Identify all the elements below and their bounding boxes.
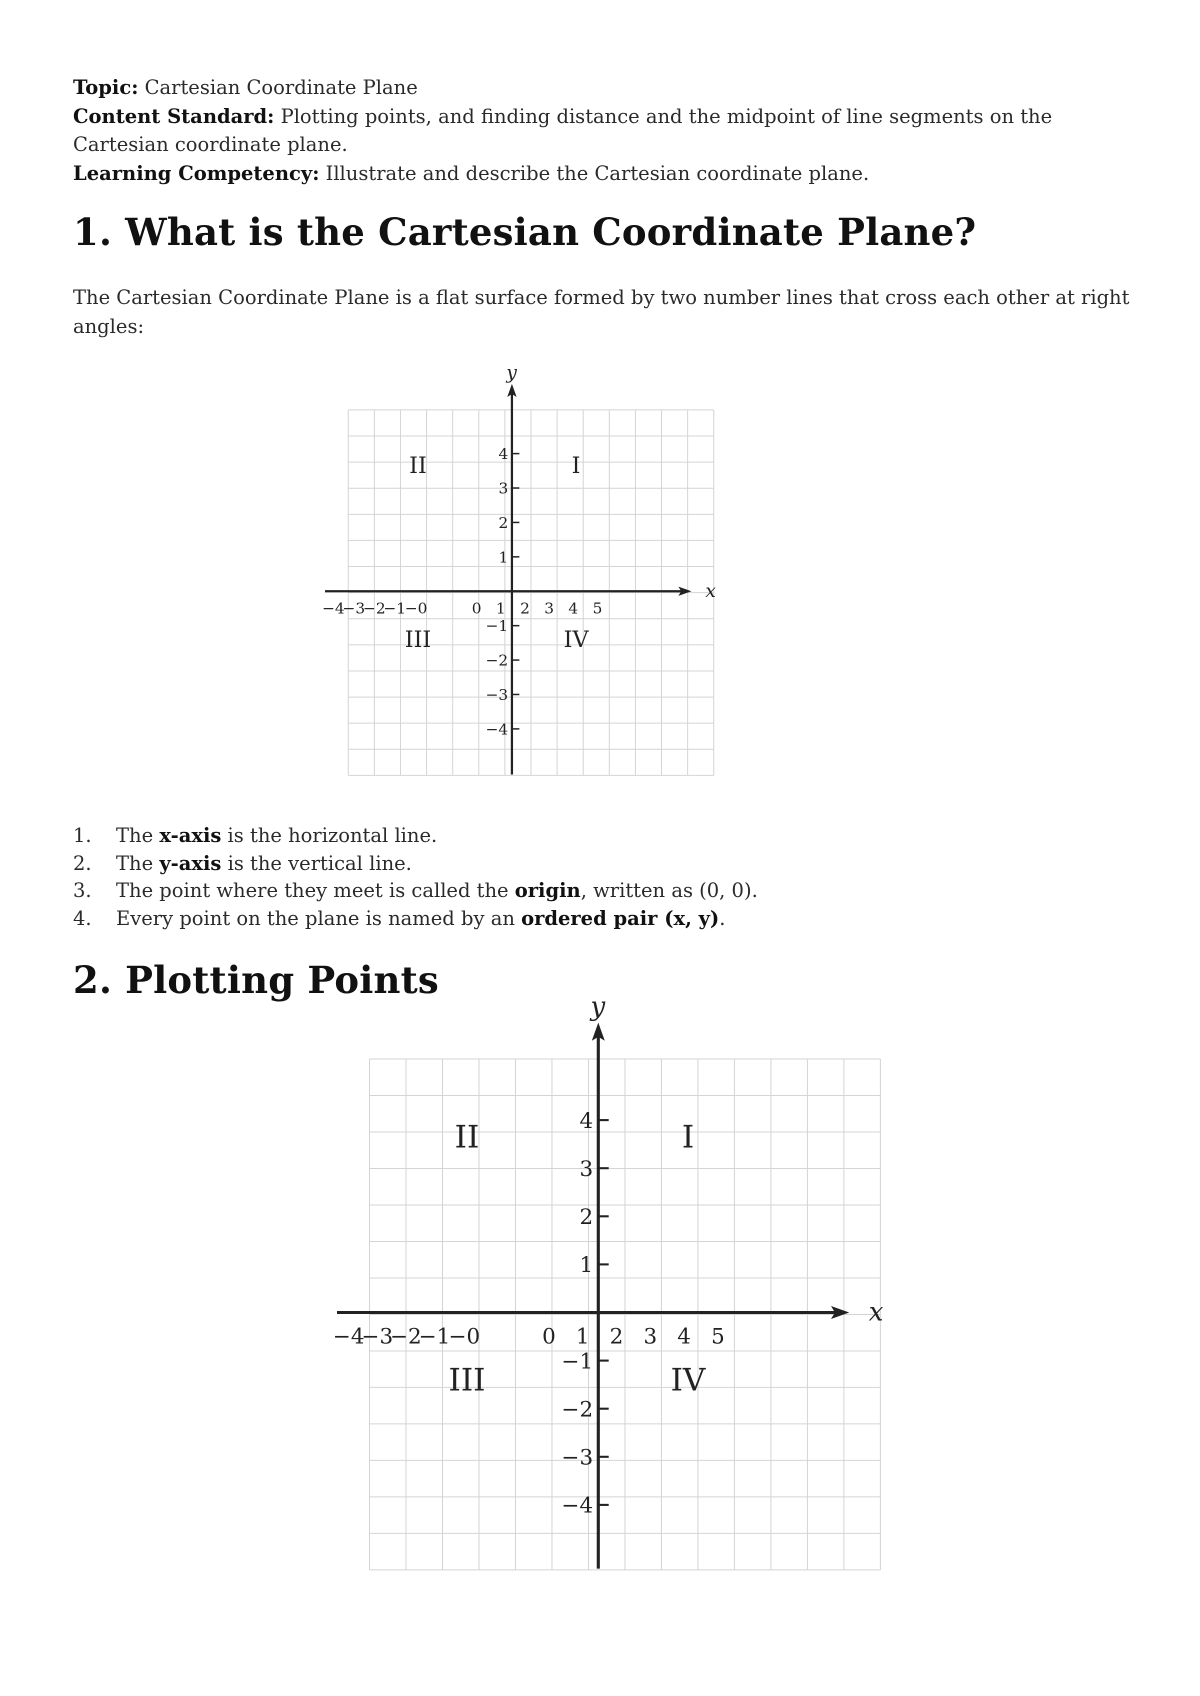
content-standard-label: Content Standard:	[73, 104, 275, 128]
x-tick-label: 2	[609, 1324, 624, 1350]
y-tick-label: −4	[561, 1493, 594, 1519]
list-text: is the horizontal line.	[221, 824, 438, 847]
axis-facts-list	[73, 822, 758, 932]
list-item	[73, 850, 758, 878]
y-tick-label: −1	[561, 1349, 594, 1375]
quadrant-label-I: I	[681, 1119, 695, 1156]
y-tick-label: −3	[485, 686, 509, 705]
x-tick-label: 5	[711, 1324, 725, 1350]
x-tick-label: 5	[592, 599, 603, 618]
x-tick-label: −2	[362, 599, 386, 618]
x-tick-label: −4	[332, 1324, 365, 1350]
y-tick-label: 3	[579, 1157, 594, 1182]
quadrant-label-II: II	[454, 1119, 480, 1156]
y-tick-label: 4	[579, 1108, 594, 1134]
list-text: , written as (0, 0).	[580, 879, 758, 902]
x-tick-label: 3	[643, 1324, 658, 1350]
list-bold-term: origin	[514, 879, 581, 902]
y-tick-label: −2	[485, 651, 509, 670]
list-text: .	[719, 906, 726, 930]
content-standard-line	[73, 103, 1143, 160]
x-tick-label: 1	[575, 1324, 590, 1350]
x-tick-label: −0	[448, 1324, 481, 1350]
x-tick-label: 4	[568, 599, 579, 618]
list-bold-term: y-axis	[159, 851, 222, 875]
list-text: The point where they meet is called the	[116, 879, 515, 902]
x-axis-label: x	[705, 580, 716, 602]
list-item	[73, 822, 758, 850]
section2-heading: 2. Plotting Points	[73, 958, 439, 1002]
grid	[348, 410, 713, 775]
x-tick-label: 0	[471, 599, 482, 618]
y-tick-label: 4	[498, 445, 509, 464]
quadrant-label-IV: IV	[563, 627, 589, 654]
x-tick-label: −3	[361, 1324, 394, 1350]
quadrant-label-III: III	[448, 1362, 486, 1399]
quadrant-label-III: III	[404, 627, 432, 654]
x-tick-label: −1	[383, 599, 407, 618]
content-standard-value: Plotting points, and finding distance and the midpoint of line segments on the Cartesian coordinate plane.	[73, 104, 1053, 156]
axes	[337, 1023, 849, 1569]
y-tick-label: 1	[498, 548, 509, 567]
lesson-meta	[73, 74, 1143, 188]
list-bold-term: x-axis	[159, 824, 222, 847]
y-tick-label: 1	[579, 1253, 594, 1279]
y-tick-label: −3	[561, 1445, 594, 1471]
quadrant-label-IV: IV	[670, 1362, 706, 1399]
y-tick-label: −1	[485, 617, 509, 636]
y-axis-label: y	[590, 991, 606, 1022]
list-number: 3.	[73, 879, 92, 902]
y-tick-label: 2	[579, 1205, 594, 1231]
topic-line	[73, 74, 1143, 103]
axes	[325, 384, 691, 775]
list-text: Every point on the plane is named by an	[116, 906, 522, 930]
x-tick-label: 0	[542, 1324, 556, 1350]
quadrant-label-I: I	[571, 453, 581, 480]
list-item	[73, 877, 758, 905]
x-tick-label: 2	[520, 599, 530, 618]
x-tick-label: −0	[404, 599, 428, 618]
x-tick-label: −4	[322, 599, 345, 618]
y-tick-label: 3	[498, 479, 509, 498]
x-axis-label: x	[868, 1297, 884, 1328]
topic-label: Topic:	[73, 76, 139, 99]
section1-heading: 1. What is the Cartesian Coordinate Plane?	[73, 210, 977, 254]
list-text: The	[116, 824, 160, 847]
y-axis-label: y	[506, 362, 517, 384]
learning-competency-label: Learning Competency:	[73, 161, 320, 185]
x-tick-label: −2	[390, 1324, 422, 1350]
y-tick-label: −2	[561, 1397, 594, 1423]
x-tick-label: −1	[418, 1324, 451, 1350]
x-tick-label: 1	[495, 599, 506, 618]
list-text: is the vertical line.	[221, 851, 412, 875]
list-text: The	[116, 851, 160, 875]
section1-intro: The Cartesian Coordinate Plane is a flat surface formed by two number lines that cross each other at right angles:	[73, 286, 1130, 338]
x-tick-label: 4	[677, 1324, 691, 1350]
x-tick-label: −3	[342, 599, 366, 618]
list-item	[73, 905, 758, 933]
quadrant-label-II: II	[409, 453, 427, 480]
coordinate-plane-figure-1	[322, 362, 765, 822]
list-number: 1.	[73, 824, 92, 847]
y-tick-label: 2	[498, 514, 509, 533]
list-number: 2.	[73, 851, 92, 875]
grid	[370, 1059, 881, 1570]
learning-competency-value: Illustrate and describe the Cartesian coordinate plane.	[319, 161, 870, 185]
list-number: 4.	[73, 906, 92, 930]
learning-competency-line	[73, 160, 1143, 189]
topic-value: Cartesian Coordinate Plane	[138, 76, 418, 99]
coordinate-plane-figure-2	[332, 991, 937, 1620]
y-tick-label: −4	[485, 720, 509, 739]
x-tick-label: 3	[544, 599, 555, 618]
list-bold-term: ordered pair (x, y)	[521, 906, 720, 930]
